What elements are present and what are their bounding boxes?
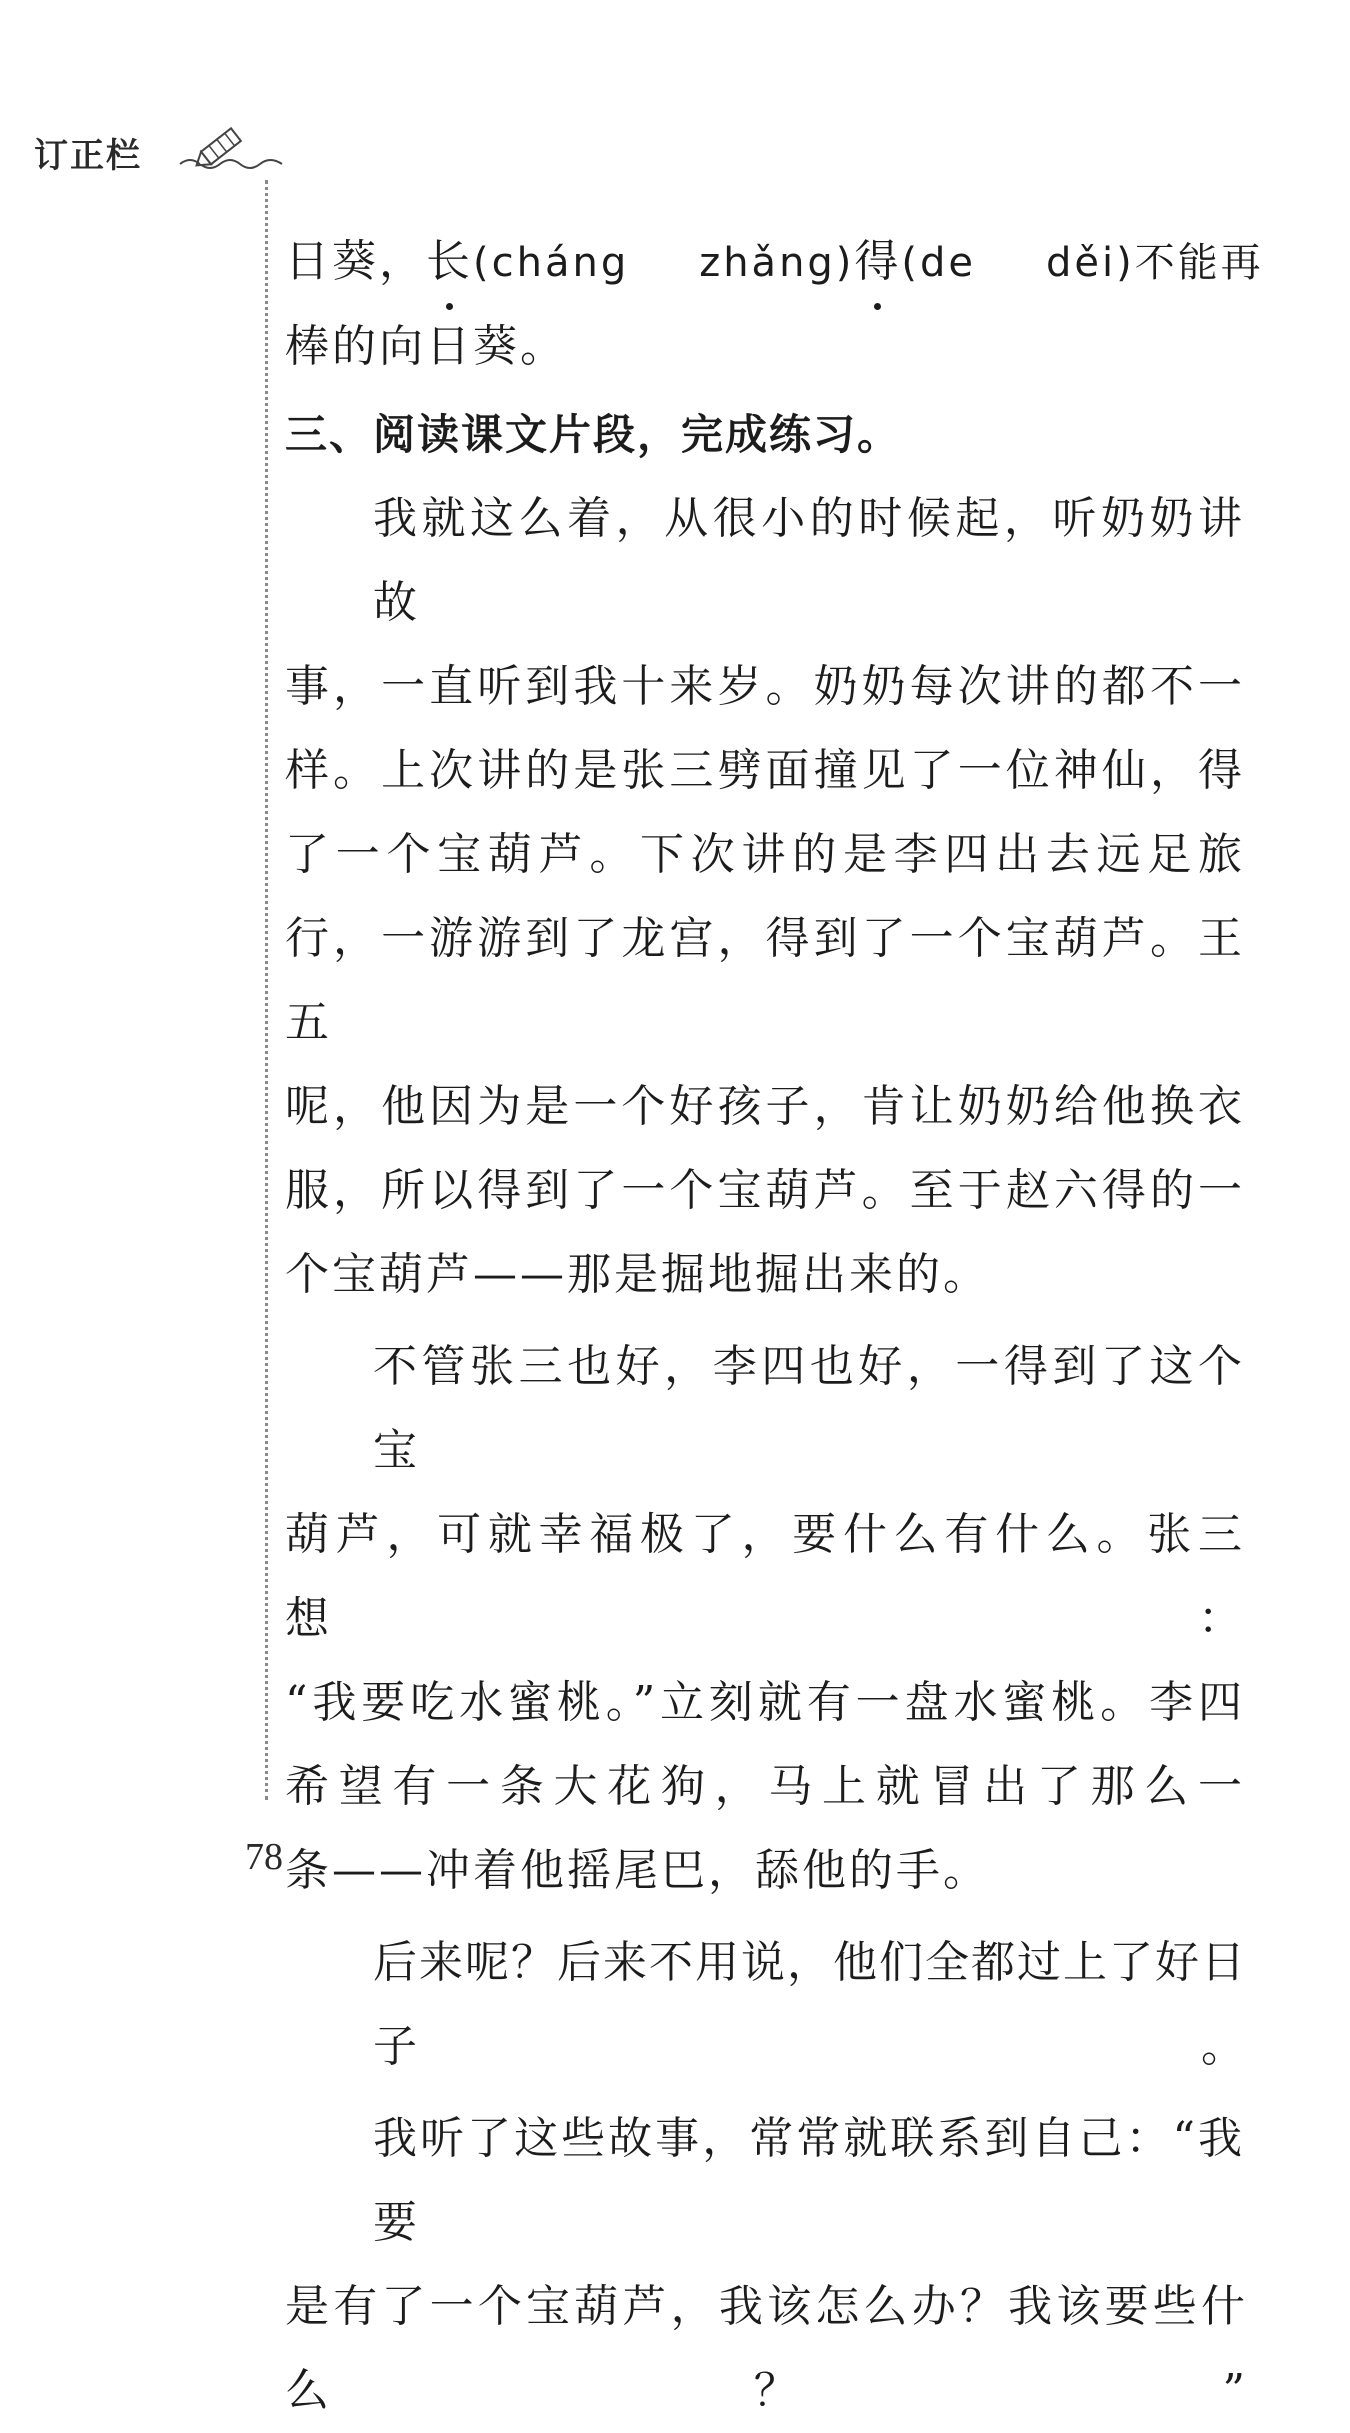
passage-line: 样。上次讲的是张三劈面撞见了一位神仙，得 xyxy=(285,745,1245,796)
pinyin-option-chang: (cháng xyxy=(473,240,630,286)
margin-divider xyxy=(265,180,268,1800)
passage-line: 服，所以得到了一个宝葫芦。至于赵六得的一 xyxy=(285,1165,1245,1216)
correction-column-label: 订正栏 xyxy=(34,136,142,176)
pinyin-option-zhang: zhǎng) xyxy=(699,240,855,286)
passage-line: 个宝葫芦——那是掘地掘出来的。 xyxy=(285,1249,990,1300)
page-number: 78 xyxy=(245,1836,283,1878)
pencil-icon xyxy=(178,120,288,180)
passage-line: 希望有一条大花狗，马上就冒出了那么一 xyxy=(285,1761,1245,1812)
previous-question-line-2: 棒的向日葵。 xyxy=(285,321,567,372)
passage-line: 条——冲着他摇尾巴，舔他的手。 xyxy=(285,1845,990,1896)
pinyin-option-de: (de xyxy=(901,240,977,286)
emphasis-char-de: 得 xyxy=(854,220,901,304)
correction-column-header xyxy=(28,120,268,180)
page-content xyxy=(285,220,1264,2433)
passage-line: 不管张三也好，李四也好，一得到了这个宝 xyxy=(373,1341,1245,1476)
passage-line: 葫芦，可就幸福极了，要什么有什么。张三想： xyxy=(285,1509,1245,1644)
passage-line: 我就这么着，从很小的时候起，听奶奶讲故 xyxy=(373,493,1245,628)
pinyin-option-dei: děi)不能再 xyxy=(1046,240,1264,286)
previous-question-line-1: 日葵，长(cháng zhǎng)得(de děi)不能再 xyxy=(285,220,1245,305)
section-title: 三、阅读课文片段，完成练习。 xyxy=(285,410,902,459)
emphasis-char-zhang: 长 xyxy=(426,220,473,304)
passage-line: 行，一游游到了龙宫，得到了一个宝葫芦。王五 xyxy=(285,913,1245,1048)
passage-line: 我听了这些故事，常常就联系到自己：“我要 xyxy=(373,2113,1245,2248)
passage-line: 是有了一个宝葫芦，我该怎么办？我该要些什么？” xyxy=(285,2281,1245,2416)
passage-line: 后来呢？后来不用说，他们全都过上了好日子。 xyxy=(373,1937,1245,2072)
passage-line: 事，一直听到我十来岁。奶奶每次讲的都不一 xyxy=(285,661,1245,712)
passage-line: “我要吃水蜜桃。”立刻就有一盘水蜜桃。李四 xyxy=(285,1677,1245,1728)
passage-line: 了一个宝葫芦。下次讲的是李四出去远足旅 xyxy=(285,829,1245,880)
passage-line: 呢，他因为是一个好孩子，肯让奶奶给他换衣 xyxy=(285,1081,1245,1132)
